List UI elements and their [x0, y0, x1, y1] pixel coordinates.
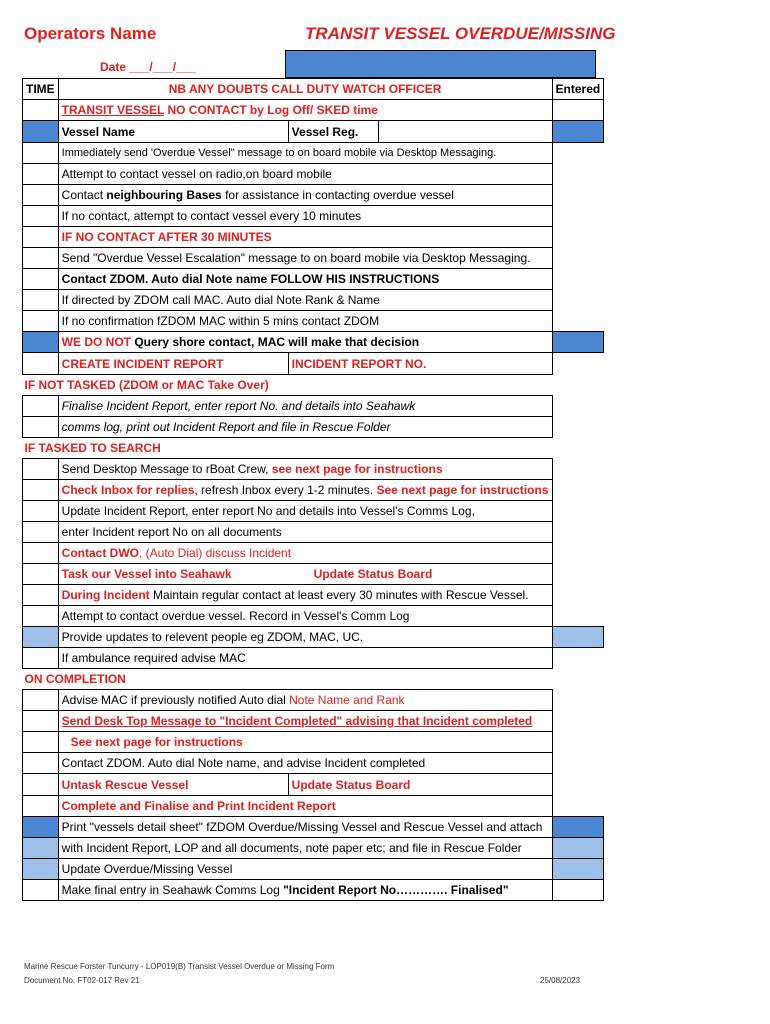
table-row [23, 669, 604, 690]
table-row [23, 585, 604, 606]
create-report-label: CREATE INCIDENT REPORT [61, 356, 224, 371]
step-text: comms log, print out Incident Report and file in Rescue Folder [58, 417, 552, 438]
table-row [23, 332, 604, 353]
footer-date: 25/08/2023 [540, 976, 581, 985]
entered-cell[interactable] [552, 332, 604, 353]
step-text: Attempt to contact vessel on radio,on board mobile [58, 164, 552, 185]
time-cell[interactable] [23, 332, 59, 353]
entered-cell[interactable] [552, 774, 604, 796]
step-text: Update Status Board [313, 567, 433, 581]
time-cell[interactable] [23, 501, 59, 522]
step-text: Provide updates to relevent people eg ZDOM, MAC, UC. [58, 627, 552, 648]
step-text: IF NO CONTACT AFTER 30 MINUTES [58, 227, 552, 248]
step-text: Note Name and Rank [289, 693, 405, 707]
step-text: Complete and Finalise and Print Incident Report [58, 796, 552, 817]
table-row [23, 543, 604, 564]
step-text: neighbouring Bases [106, 188, 222, 202]
step-text: Send Desktop Message to rBoat Crew, [61, 462, 272, 476]
step-text: Send Desk Top Message to "Incident Completed" advising that Incident completed [58, 711, 552, 732]
entered-cell[interactable] [552, 606, 604, 627]
entered-cell[interactable] [552, 100, 604, 121]
time-cell[interactable] [23, 774, 59, 796]
table-row [23, 522, 604, 543]
step-text: for assistance in contacting overdue vessel [221, 188, 454, 202]
time-cell[interactable] [23, 606, 59, 627]
step-text: If directed by ZDOM call MAC. Auto dial Note Rank & Name [58, 290, 552, 311]
incident-report-row [58, 353, 552, 375]
step-text: Task our Vessel into Seahawk [61, 567, 232, 581]
time-cell[interactable] [23, 269, 59, 290]
step-no-contact [58, 100, 552, 121]
table-row [23, 206, 604, 227]
step-text: with Incident Report, LOP and all documents, note paper etc; and file in Rescue Folder [58, 838, 552, 859]
step-text: "Incident Report No…………. Finalised" [283, 883, 509, 897]
time-cell[interactable] [23, 585, 59, 606]
step-during-incident [58, 585, 552, 606]
step-text: Immediately send 'Overdue Vessel" message to on board mobile via Desktop Messaging. [58, 143, 552, 164]
step-text: Attempt to contact overdue vessel. Record in Vessel's Comm Log [58, 606, 552, 627]
table-row [23, 269, 604, 290]
update-status-board-label: Update Status Board [288, 774, 411, 795]
time-cell[interactable] [23, 248, 59, 269]
table-row [23, 606, 604, 627]
entered-cell[interactable] [552, 269, 604, 290]
vessel-name-label: Vessel Name [61, 124, 136, 139]
table-row [23, 311, 604, 332]
entered-cell[interactable] [552, 501, 604, 522]
step-text: Contact ZDOM. Auto dial Note name, and advise Incident completed [58, 753, 552, 774]
step-shore-contact [58, 332, 552, 353]
step-task-vessel [58, 564, 552, 585]
step-text: NO CONTACT by Log Off/ SKED time [164, 103, 378, 117]
table-row [23, 353, 604, 375]
step-contact-bases [58, 185, 552, 206]
time-cell[interactable] [23, 227, 59, 248]
time-cell[interactable] [23, 164, 59, 185]
entered-cell[interactable] [552, 206, 604, 227]
table-row [23, 121, 604, 143]
step-text: During Incident [61, 588, 150, 602]
entered-cell[interactable] [552, 311, 604, 332]
time-cell[interactable] [23, 121, 59, 143]
operators-name-label: Operators Name [24, 24, 157, 43]
step-final-entry [58, 880, 552, 901]
step-text: Send "Overdue Vessel Escalation" message to on board mobile via Desktop Messaging. [58, 248, 552, 269]
entered-cell[interactable] [552, 732, 604, 753]
step-text: see next page for instructions [271, 462, 443, 476]
table-row [23, 417, 604, 438]
step-text: Query shore contact, MAC will make that decision [131, 335, 420, 349]
entered-cell[interactable] [552, 796, 604, 817]
table-row [23, 290, 604, 311]
table-row [23, 375, 604, 396]
vessel-info-row [58, 121, 552, 143]
time-cell[interactable] [23, 396, 59, 417]
entered-cell[interactable] [552, 711, 604, 732]
table-row [23, 79, 604, 100]
table-row [23, 648, 604, 669]
time-cell[interactable] [23, 690, 59, 711]
time-cell[interactable] [23, 143, 59, 164]
entered-cell[interactable] [552, 185, 604, 206]
table-row [23, 480, 604, 501]
time-cell[interactable] [23, 753, 59, 774]
table-row [23, 880, 604, 901]
time-cell[interactable] [23, 711, 59, 732]
entered-cell[interactable] [552, 859, 604, 880]
step-text: Make final entry in Seahawk Comms Log [61, 883, 284, 897]
time-cell[interactable] [23, 859, 59, 880]
step-text: See next page for instructions [58, 732, 552, 753]
table-row [23, 817, 604, 838]
time-cell[interactable] [23, 100, 59, 121]
entered-column-header: Entered [552, 79, 604, 100]
entered-cell[interactable] [552, 817, 604, 838]
form-title: TRANSIT VESSEL OVERDUE/MISSING [305, 24, 616, 43]
entered-cell[interactable] [552, 396, 604, 417]
report-no-label[interactable]: INCIDENT REPORT NO. [288, 353, 427, 374]
entered-cell[interactable] [552, 417, 604, 438]
section-if-not-tasked: IF NOT TASKED (ZDOM or MAC Take Over) [24, 378, 269, 392]
table-row [23, 796, 604, 817]
time-cell[interactable] [23, 206, 59, 227]
step-text: If ambulance required advise MAC [58, 648, 552, 669]
time-cell[interactable] [23, 796, 59, 817]
step-text: Contact [61, 188, 107, 202]
step-text: Finalise Incident Report, enter report No. and details into Seahawk [58, 396, 552, 417]
table-row [23, 564, 604, 585]
time-cell[interactable] [23, 185, 59, 206]
footer-doc-number: Document No. FT02-017 Rev 21 [24, 976, 140, 985]
entered-cell[interactable] [552, 564, 604, 585]
entered-cell[interactable] [552, 290, 604, 311]
step-advise-mac [58, 690, 552, 711]
entered-cell[interactable] [552, 690, 604, 711]
table-row [23, 438, 604, 459]
time-column-header: TIME [23, 79, 59, 100]
section-on-completion: ON COMPLETION [24, 672, 126, 686]
step-text: , (Auto Dial) discuss Incident [139, 546, 292, 560]
time-cell[interactable] [23, 353, 59, 375]
entered-cell[interactable] [552, 543, 604, 564]
entered-cell[interactable] [552, 522, 604, 543]
entered-cell[interactable] [552, 480, 604, 501]
time-cell[interactable] [23, 817, 59, 838]
entered-cell[interactable] [552, 753, 604, 774]
time-cell[interactable] [23, 732, 59, 753]
table-row [23, 459, 604, 480]
step-text: See next page for instructions [376, 483, 549, 497]
step-contact-dwo [58, 543, 552, 564]
time-cell[interactable] [23, 311, 59, 332]
table-row [23, 100, 604, 121]
time-cell[interactable] [23, 838, 59, 859]
table-row [23, 838, 604, 859]
entered-cell[interactable] [552, 648, 604, 669]
step-text: enter Incident report No on all documents [58, 522, 552, 543]
untask-vessel-label: Untask Rescue Vessel [61, 777, 189, 792]
table-row [23, 627, 604, 648]
time-cell[interactable] [23, 480, 59, 501]
time-cell[interactable] [23, 417, 59, 438]
duty-banner: NB ANY DOUBTS CALL DUTY WATCH OFFICER [58, 79, 552, 100]
step-text: If no contact, attempt to contact vessel every 10 minutes [58, 206, 552, 227]
entered-cell[interactable] [552, 121, 604, 143]
entered-cell[interactable] [552, 353, 604, 375]
entered-cell[interactable] [552, 248, 604, 269]
time-cell[interactable] [23, 880, 59, 901]
entered-cell[interactable] [552, 627, 604, 648]
time-cell[interactable] [23, 627, 59, 648]
table-row [23, 501, 604, 522]
time-cell[interactable] [23, 648, 59, 669]
checklist-table [22, 78, 604, 901]
table-row [23, 774, 604, 796]
entered-cell[interactable] [552, 459, 604, 480]
section-if-tasked: IF TASKED TO SEARCH [24, 441, 161, 455]
entered-cell[interactable] [552, 880, 604, 901]
table-row [23, 185, 604, 206]
table-row [23, 732, 604, 753]
table-row [23, 143, 604, 164]
table-row [23, 164, 604, 185]
time-cell[interactable] [23, 564, 59, 585]
table-row [23, 711, 604, 732]
time-cell[interactable] [23, 543, 59, 564]
time-cell[interactable] [23, 290, 59, 311]
step-text: Contact DWO [61, 546, 139, 560]
vessel-reg-label: Vessel Reg. [288, 121, 379, 142]
step-text: Update Overdue/Missing Vessel [58, 859, 552, 880]
table-row [23, 690, 604, 711]
table-row [23, 227, 604, 248]
step-text: Advise MAC if previously notified Auto dial [61, 693, 290, 707]
entered-cell[interactable] [552, 164, 604, 185]
time-cell[interactable] [23, 459, 59, 480]
step-text: If no confirmation fZDOM MAC within 5 mins contact ZDOM [58, 311, 552, 332]
step-text: Maintain regular contact at least every 30 minutes with Rescue Vessel. [149, 588, 529, 602]
step-text: Contact ZDOM. Auto dial Note name FOLLOW HIS INSTRUCTIONS [58, 269, 552, 290]
step-check-inbox [58, 480, 552, 501]
header-blue-block [285, 50, 596, 78]
untask-row [58, 774, 552, 796]
step-text: , refresh Inbox every 1-2 minutes. [194, 483, 377, 497]
entered-cell[interactable] [552, 227, 604, 248]
step-text: TRANSIT VESSEL [61, 103, 165, 117]
step-text: Print "vessels detail sheet" fZDOM Overdue/Missing Vessel and Rescue Vessel and attach [58, 817, 552, 838]
entered-cell[interactable] [552, 585, 604, 606]
time-cell[interactable] [23, 522, 59, 543]
step-text: Update Incident Report, enter report No and details into Vessel's Comms Log, [58, 501, 552, 522]
table-row [23, 859, 604, 880]
step-text: Check Inbox for replies [61, 483, 195, 497]
table-row [23, 396, 604, 417]
date-field[interactable]: Date ___/___/___ [100, 60, 197, 74]
step-send-message [58, 459, 552, 480]
footer-form-name: Marine Rescue Forster Tuncurry - LOP019(B) Transist Vessel Overdue or Missing Form [24, 962, 335, 971]
table-row [23, 248, 604, 269]
step-text: WE DO NOT [61, 335, 131, 349]
entered-cell[interactable] [552, 838, 604, 859]
entered-cell[interactable] [552, 143, 604, 164]
table-row [23, 753, 604, 774]
